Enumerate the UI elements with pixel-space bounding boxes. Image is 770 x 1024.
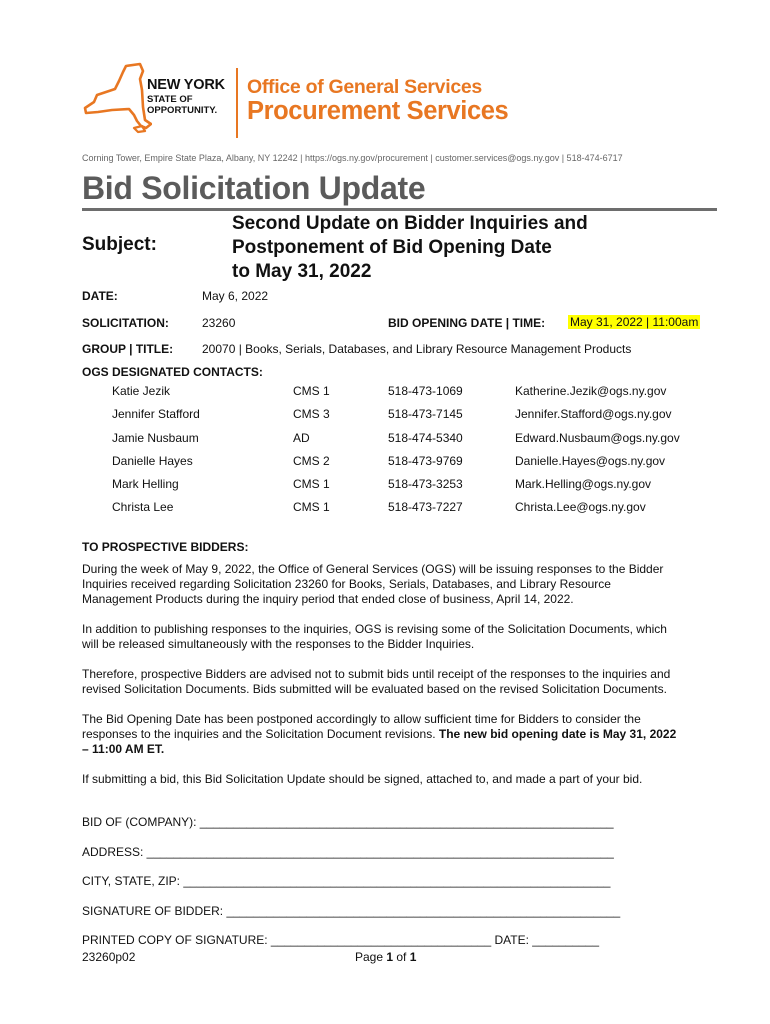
contact-email: Jennifer.Stafford@ogs.ny.gov <box>515 407 672 422</box>
solicitation-value: 23260 <box>202 316 236 330</box>
signature-field[interactable]: SIGNATURE OF BIDDER: ___________________________________________________________ <box>82 904 621 918</box>
contact-phone: 518-473-3253 <box>388 477 463 492</box>
contact-phone: 518-473-1069 <box>388 384 463 398</box>
ny-logo-subtext: STATE OF <box>147 94 193 105</box>
contact-phone: 518-474-5340 <box>388 430 463 445</box>
subject-text <box>232 212 702 284</box>
company-field[interactable]: BID OF (COMPANY): ______________________________________________________________ <box>82 815 614 829</box>
paragraph: In addition to publishing responses to the inquiries, OGS is revising some of the Solicitation Documents, which will be released simultaneously with the responses to the Bidder Inquiries. <box>82 622 667 651</box>
contact-email: Mark.Helling@ogs.ny.gov <box>515 477 652 492</box>
contact-name: Jamie Nusbaum <box>112 430 199 445</box>
agency-contact-line: Corning Tower, Empire State Plaza, Albany, NY 12242 | https://ogs.ny.gov/procurement | customer.services@ogs.ny.gov | 518-474-6717 <box>82 153 623 163</box>
page-prefix: Page <box>355 950 387 964</box>
contact-name: Jennifer Stafford <box>112 407 200 422</box>
contact-email: Edward.Nusbaum@ogs.ny.gov <box>515 430 680 445</box>
page-of: of <box>393 950 410 964</box>
bid-opening-value: May 31, 2022 | 11:00am <box>570 315 699 329</box>
contact-row <box>82 454 722 477</box>
ny-logo-subtext: OPPORTUNITY. <box>147 105 218 116</box>
paragraph-text: The Bid Opening Date has been postponed accordingly to allow sufficient time for Bidders to consider the responses to the inquiries and the Solicitation Document revisions. <box>82 712 641 741</box>
page-number <box>355 950 416 964</box>
contacts-table <box>82 384 722 524</box>
group-title-value: 20070 | Books, Serials, Databases, and Library Resource Management Products <box>202 342 632 356</box>
date-label: DATE: <box>82 289 118 303</box>
address-field[interactable]: ADDRESS: ______________________________________________________________________ <box>82 845 614 859</box>
contact-row <box>82 477 722 500</box>
document-id: 23260p02 <box>82 950 136 964</box>
contact-role: CMS 3 <box>293 407 330 422</box>
logo-divider <box>236 68 238 138</box>
contact-name: Mark Helling <box>112 477 179 492</box>
body-text <box>82 540 682 802</box>
contact-phone: 518-473-9769 <box>388 453 463 468</box>
document-title: Bid Solicitation Update <box>82 170 426 206</box>
contact-row <box>82 431 722 454</box>
date-value: May 6, 2022 <box>202 289 269 303</box>
subject-line: to May 31, 2022 <box>232 261 372 282</box>
contact-email: Danielle.Hayes@ogs.ny.gov <box>515 453 666 468</box>
contact-email: Christa.Lee@ogs.ny.gov <box>515 500 646 515</box>
city-state-zip-field[interactable]: CITY, STATE, ZIP: ________________________________________________________________ <box>82 874 611 888</box>
contact-email: Katherine.Jezik@ogs.ny.gov <box>515 384 667 398</box>
contact-role: CMS 1 <box>293 500 330 515</box>
contact-role: CMS 1 <box>293 384 330 398</box>
division-name: Procurement Services <box>247 97 509 125</box>
group-title-label: GROUP | TITLE: <box>82 342 174 356</box>
contact-row <box>82 384 722 407</box>
paragraph <box>82 712 682 757</box>
paragraph: If submitting a bid, this Bid Solicitation Update should be signed, attached to, and made a part of your bid. <box>82 772 643 786</box>
contact-row <box>82 407 722 430</box>
page-current: 1 <box>386 950 394 964</box>
new-york-state-map-icon <box>82 62 152 140</box>
title-divider <box>82 208 717 211</box>
ny-logo-text: NEW YORK <box>147 77 225 93</box>
solicitation-label: SOLICITATION: <box>82 316 169 330</box>
subject-line: Second Update on Bidder Inquiries and <box>232 213 588 234</box>
paragraph: During the week of May 9, 2022, the Office of General Services (OGS) will be issuing responses to the Bidder Inquiries received regarding Solicitation 23260 for Books, Serials, Databases, and Library Resource Management Products during the inquiry period that ended close of business, April 14, 2022. <box>82 562 664 606</box>
contacts-heading: OGS DESIGNATED CONTACTS: <box>82 365 263 379</box>
contact-role: CMS 2 <box>293 453 330 468</box>
bid-opening-label: BID OPENING DATE | TIME: <box>388 316 546 330</box>
page-total: 1 <box>409 950 417 964</box>
contact-role: CMS 1 <box>293 477 330 492</box>
contact-role: AD <box>293 430 310 445</box>
printed-signature-date-field[interactable]: PRINTED COPY OF SIGNATURE: _________________________________ DATE: __________ <box>82 933 600 947</box>
contact-row <box>82 500 722 523</box>
agency-name: Office of General Services <box>247 76 482 98</box>
contact-phone: 518-473-7145 <box>388 407 463 422</box>
contact-name: Christa Lee <box>112 500 174 515</box>
contact-name: Katie Jezik <box>112 384 171 398</box>
paragraph: Therefore, prospective Bidders are advised not to submit bids until receipt of the responses to the inquiries and revised Solicitation Documents. Bids submitted will be evaluated based on the revised Solicitation Documents. <box>82 667 671 696</box>
body-heading: TO PROSPECTIVE BIDDERS: <box>82 540 249 554</box>
new-opening-date-notice: The new bid opening date is May 31, 2022 – 11:00 AM ET. <box>82 727 677 756</box>
contact-phone: 518-473-7227 <box>388 500 463 515</box>
subject-label: Subject: <box>82 234 157 255</box>
contact-name: Danielle Hayes <box>112 453 193 468</box>
subject-line: Postponement of Bid Opening Date <box>232 237 552 258</box>
